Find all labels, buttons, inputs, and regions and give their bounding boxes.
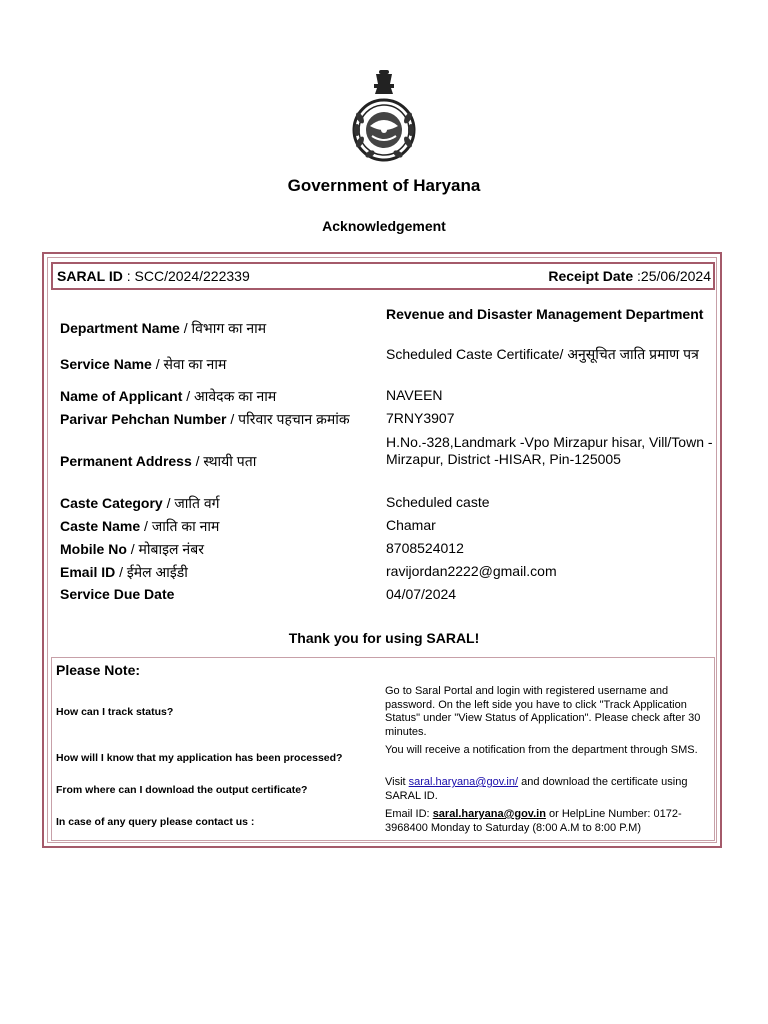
due-date-value: 04/07/2024 — [386, 586, 457, 602]
faq-question-contact: In case of any query please contact us : — [56, 816, 255, 828]
government-title: Government of Haryana — [287, 176, 481, 195]
ppn-label: Parivar Pehchan Number / परिवार पहचान क्रमांक — [60, 411, 350, 427]
faq-question-download: From where can I download the output certificate? — [56, 784, 308, 796]
due-date-label: Service Due Date — [60, 586, 175, 602]
address-value: H.No.-328,Landmark -Vpo Mirzapur hisar, Vill/Town -Mirzapur, District -HISAR, Pin-125005 — [386, 434, 713, 467]
ppn-value: 7RNY3907 — [386, 410, 455, 426]
faq-answer-processed: You will receive a notification from the department through SMS. — [385, 744, 698, 756]
caste-name-value: Chamar — [386, 517, 436, 533]
saral-id-label: SARAL ID — [57, 268, 123, 284]
thank-you-message: Thank you for using SARAL! — [288, 630, 480, 646]
applicant-label: Name of Applicant / आवेदक का नाम — [60, 388, 277, 404]
faq-question-processed: How will I know that my application has been processed? — [56, 752, 343, 764]
please-note-title: Please Note: — [56, 662, 141, 678]
service-value: Scheduled Caste Certificate/ अनुसूचित जाति प्रमाण पत्र — [386, 346, 699, 362]
saral-portal-link[interactable]: saral.haryana@gov.in/ — [408, 776, 519, 788]
support-email[interactable]: saral.haryana@gov.in — [432, 808, 546, 820]
saral-id-row — [51, 262, 715, 290]
caste-category-value: Scheduled caste — [386, 494, 490, 510]
caste-name-label: Caste Name / जाति का नाम — [60, 518, 220, 534]
receipt-date — [548, 268, 711, 284]
caste-category-label: Caste Category / जाति वर्ग — [60, 495, 220, 511]
service-label: Service Name / सेवा का नाम — [60, 356, 227, 372]
address-label: Permanent Address / स्थायी पता — [60, 453, 257, 469]
mobile-value: 8708524012 — [386, 540, 464, 556]
email-label: Email ID / ईमेल आईडी — [60, 564, 188, 580]
department-value: Revenue and Disaster Management Department — [386, 306, 704, 322]
receipt-date-value: :25/06/2024 — [633, 268, 711, 284]
receipt-date-label: Receipt Date — [548, 268, 634, 284]
haryana-emblem-icon — [346, 68, 422, 168]
applicant-value: NAVEEN — [386, 387, 443, 403]
faq-answer-contact: Email ID: saral.haryana@gov.in or HelpLine Number: 0172-3968400 Monday to Saturday (8:00 A.M to 8:00 P.M) — [385, 808, 682, 834]
faq-answer-download: Visit saral.haryana@gov.in/ and download the certificate using SARAL ID. — [385, 776, 688, 802]
acknowledgement-title: Acknowledgement — [322, 218, 446, 234]
mobile-label: Mobile No / मोबाइल नंबर — [60, 541, 204, 557]
department-label: Department Name / विभाग का नाम — [60, 320, 267, 336]
saral-id — [57, 268, 250, 284]
email-value: ravijordan2222@gmail.com — [386, 563, 557, 579]
saral-id-value: : SCC/2024/222339 — [122, 268, 250, 284]
faq-question-track: How can I track status? — [56, 706, 174, 718]
faq-answer-track: Go to Saral Portal and login with registered username and password. On the left side you have to click "Track Application Status" under "View Status of Application". Please check after 30 minutes. — [385, 685, 701, 738]
